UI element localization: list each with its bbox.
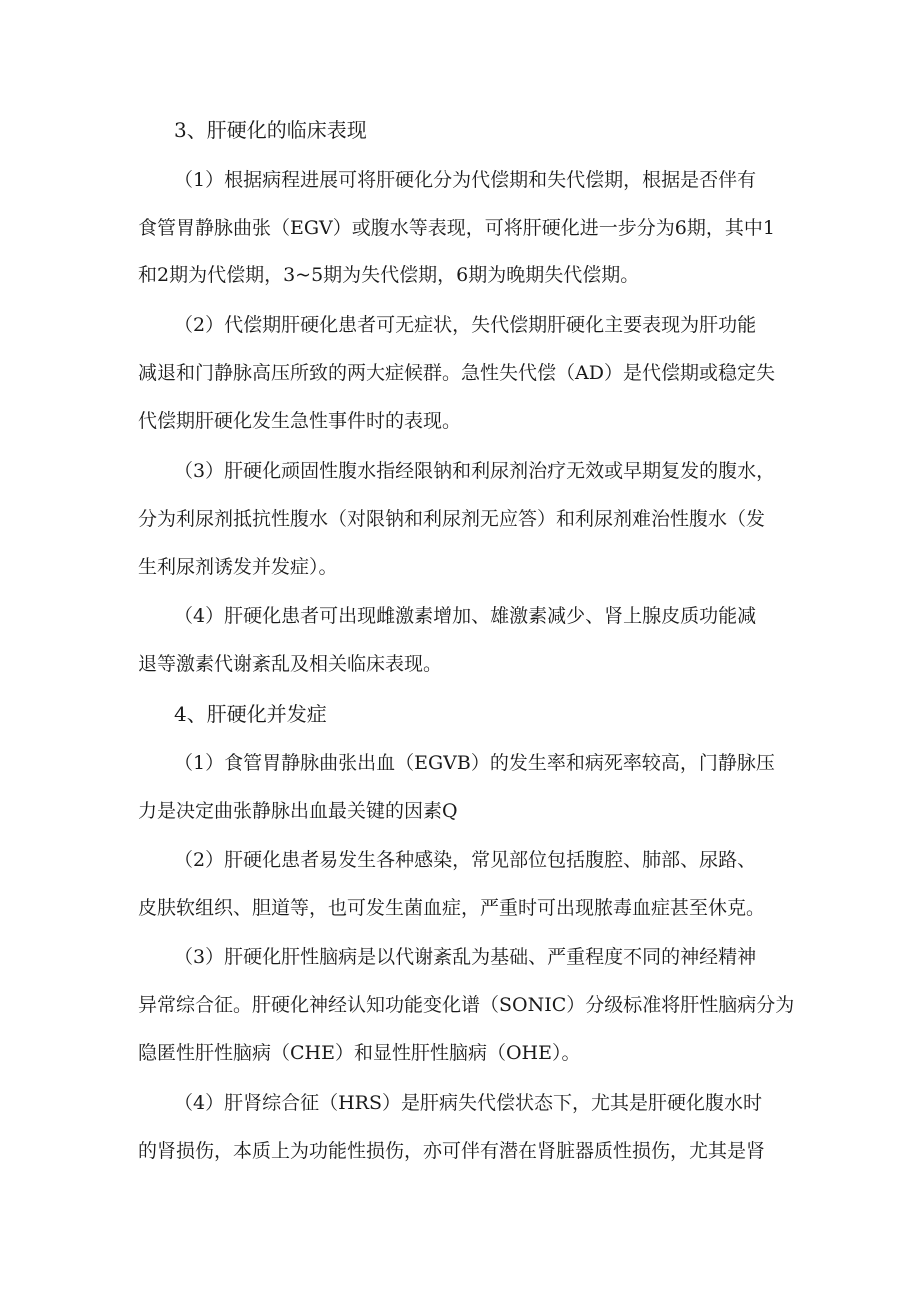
s4-p4-line-2: 的肾损伤，本质上为功能性损伤，亦可伴有潜在肾脏器质性损伤，尤其是肾 (138, 1140, 766, 1162)
section-4-heading: 4、肝硬化并发症 (174, 702, 327, 726)
s4-p1-line-2: 力是决定曲张静脉出血最关键的因素Q (138, 800, 458, 822)
s3-p1-line-3: 和2期为代偿期，3~5期为失代偿期，6期为晚期失代偿期。 (138, 264, 640, 286)
s4-p4-line-1: （4）肝肾综合征（HRS）是肝病失代偿状态下，尤其是肝硬化腹水时 (174, 1092, 762, 1114)
s4-p1-line-1: （1）食管胃静脉曲张出血（EGVB）的发生率和病死率较高，门静脉压 (174, 752, 775, 774)
s4-p3-line-3: 隐匿性肝性脑病（CHE）和显性肝性脑病（OHE）。 (138, 1042, 581, 1064)
s3-p3-line-3: 生利尿剂诱发并发症）。 (138, 556, 338, 578)
s3-p2-line-3: 代偿期肝硬化发生急性事件时的表现。 (138, 410, 462, 432)
s3-p3-line-2: 分为利尿剂抵抗性腹水（对限钠和利尿剂无应答）和利尿剂难治性腹水（发 (138, 508, 766, 530)
s3-p2-line-2: 减退和门静脉高压所致的两大症候群。急性失代偿（AD）是代偿期或稳定失 (138, 362, 775, 384)
s3-p1-line-2: 食管胃静脉曲张（EGV）或腹水等表现，可将肝硬化进一步分为6期，其中1 (138, 217, 775, 239)
s4-p2-line-2: 皮肤软组织、胆道等，也可发生菌血症，严重时可出现脓毒血症甚至休克。 (138, 897, 766, 919)
s3-p4-line-2: 退等激素代谢紊乱及相关临床表现。 (138, 653, 443, 675)
s3-p1-line-1: （1）根据病程进展可将肝硬化分为代偿期和失代偿期，根据是否伴有 (174, 169, 757, 191)
s3-p4-line-1: （4）肝硬化患者可出现雌激素增加、雄激素减少、肾上腺皮质功能减 (174, 605, 757, 627)
s3-p2-line-1: （2）代偿期肝硬化患者可无症状，失代偿期肝硬化主要表现为肝功能 (174, 314, 757, 336)
s4-p3-line-2: 异常综合征。肝硬化神经认知功能变化谱（SONIC）分级标准将肝性脑病分为 (138, 994, 795, 1016)
s3-p3-line-1: （3）肝硬化顽固性腹水指经限钠和利尿剂治疗无效或早期复发的腹水， (174, 460, 776, 482)
s4-p2-line-1: （2）肝硬化患者易发生各种感染，常见部位包括腹腔、肺部、尿路、 (174, 849, 757, 871)
section-3-heading: 3、肝硬化的临床表现 (174, 118, 367, 142)
s4-p3-line-1: （3）肝硬化肝性脑病是以代谢紊乱为基础、严重程度不同的神经精神 (174, 946, 757, 968)
